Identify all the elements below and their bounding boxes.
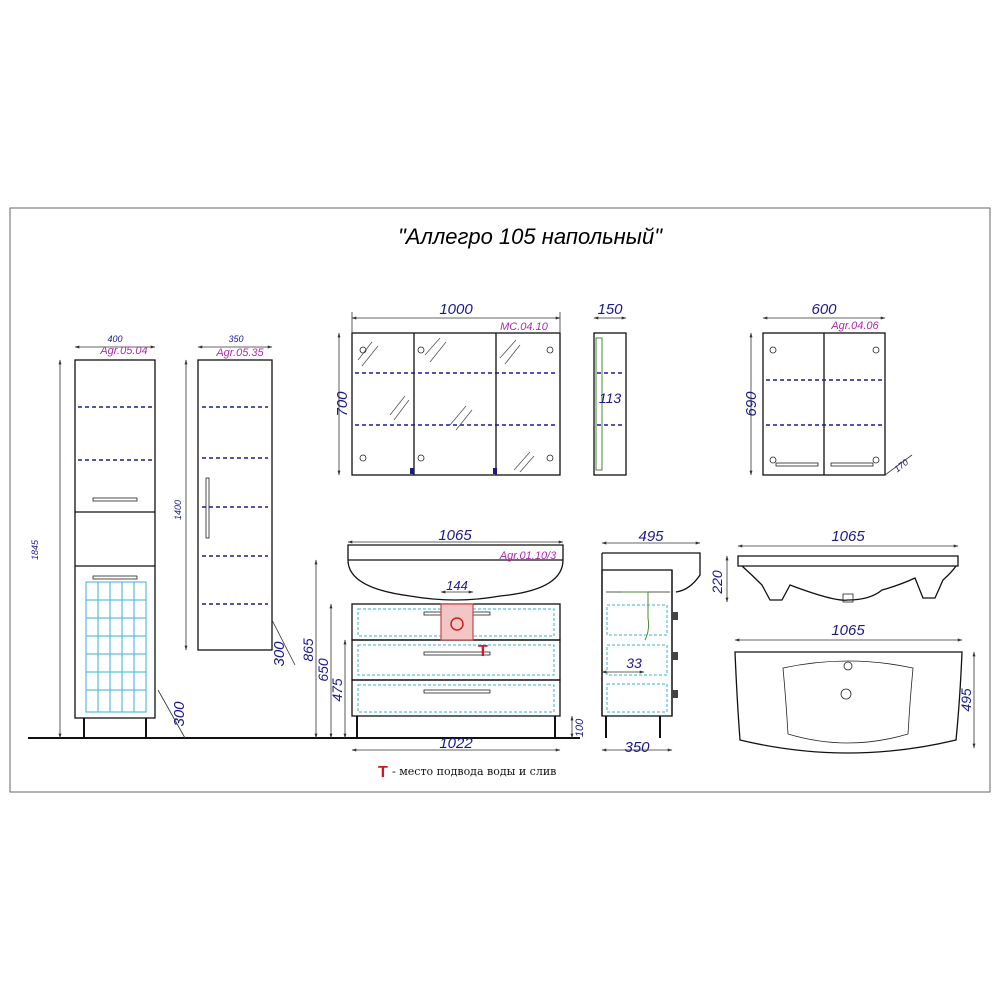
vanity-width: 1065	[438, 527, 472, 544]
vanity-h-low: 475	[329, 678, 345, 702]
mirror-side-shelf-depth: 113	[598, 390, 622, 406]
pencil-cabinet-width: 350	[228, 334, 244, 344]
vanity-side	[602, 543, 700, 750]
sink-front-width: 1065	[831, 528, 865, 545]
mirror-cabinet-code: MC.04.10	[500, 321, 548, 333]
pencil-cabinet-depth: 300	[271, 641, 288, 667]
svg-text:Т: Т	[478, 643, 488, 660]
mirror-cabinet-width: 1000	[439, 301, 473, 318]
tall-cabinet-depth: 300	[171, 701, 188, 727]
sink-front-view	[727, 546, 958, 602]
pencil-cabinet-height: 1400	[173, 499, 183, 521]
sink-top-depth: 495	[958, 688, 974, 712]
pencil-cabinet	[186, 347, 295, 665]
drawing-frame	[10, 208, 990, 792]
vanity-front	[316, 542, 572, 750]
legend	[378, 764, 556, 781]
legend-text: - место подвода воды и слив	[392, 765, 557, 778]
cabinet-600-height: 690	[743, 391, 760, 417]
cabinet-600-depth: 170	[892, 457, 911, 475]
mirror-cabinet-height: 700	[334, 391, 351, 417]
mirror-cabinet-front	[339, 312, 560, 475]
vanity-code: Agr.01.10/3	[499, 550, 557, 562]
mirror-side-depth: 150	[597, 301, 623, 318]
sink-top-width: 1065	[831, 622, 865, 639]
vanity-side-gap: 33	[626, 655, 642, 671]
vanity-h-total: 865	[300, 638, 316, 662]
legend-marker: Т	[378, 764, 388, 781]
sink-top-view	[735, 640, 974, 753]
vanity-legs: 100	[574, 718, 586, 738]
tall-cabinet-width: 400	[107, 334, 123, 344]
vanity-pipe-zone: 144	[446, 578, 468, 593]
sink-front-height: 220	[709, 570, 725, 594]
vanity-h-mid: 650	[315, 658, 331, 682]
cabinet-600-code: Agr.04.06	[831, 320, 879, 332]
cabinet-600-width: 600	[811, 301, 837, 318]
vanity-side-depth-base: 350	[624, 739, 650, 756]
tall-cabinet-height: 1845	[30, 539, 40, 561]
vanity-base-width: 1022	[439, 735, 473, 752]
drawing-title: "Аллегро 105 напольный"	[397, 224, 663, 249]
tall-cabinet-code: Agr.05.04	[100, 345, 148, 357]
vanity-side-depth-top: 495	[638, 528, 664, 545]
pencil-cabinet-code: Agr.05.35	[216, 347, 264, 359]
cabinet-600	[751, 318, 912, 475]
tall-cabinet	[60, 347, 185, 738]
